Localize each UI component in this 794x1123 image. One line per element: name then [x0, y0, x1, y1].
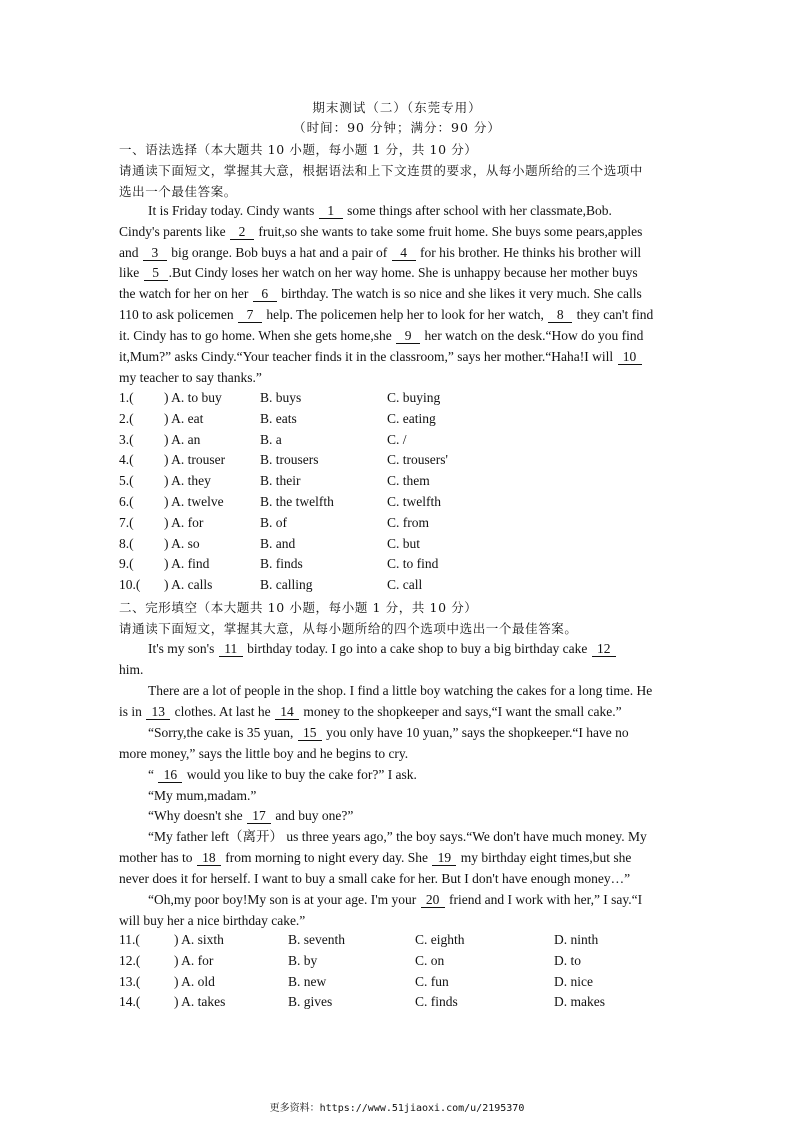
option-d: D. ninth — [554, 932, 599, 947]
option-a: ) A. takes — [174, 994, 226, 1010]
blank-14: 14 — [275, 705, 299, 720]
blank-13: 13 — [146, 705, 170, 720]
section2-instruction: 请通读下面短文，掌握其大意，从每小题所给的四个选项中选出一个最佳答案。 — [119, 621, 578, 636]
passage-line: will buy her a nice birthday cake.” — [119, 913, 306, 928]
passage-line: like 5 .But Cindy loses her watch on her way home. She is unhappy because her mother buys — [119, 265, 638, 280]
blank-11: 11 — [219, 642, 243, 657]
option-c: C. fun — [415, 973, 449, 989]
passage-line: “Sorry,the cake is 35 yuan, 15 you only have 10 yuan,” says the shopkeeper.“I have no — [148, 725, 629, 740]
option-b: B. their — [260, 473, 301, 489]
option-c: C. / — [387, 431, 407, 447]
option-a: ) A. trouser — [164, 452, 226, 468]
passage-line: it,Mum?” asks Cindy.“Your teacher finds it in the classroom,” says her mother.“Haha!I will 10 — [119, 348, 643, 366]
passage-line: it. Cindy has to go home. When she gets home,she 9 her watch on the desk.“How do you find — [119, 328, 644, 343]
blank-2: 2 — [230, 225, 254, 240]
option-b: B. new — [288, 973, 327, 989]
question-number[interactable]: 2.( — [119, 410, 134, 426]
option-b: B. eats — [260, 410, 297, 426]
blank-15: 15 — [298, 726, 322, 741]
option-c: C. finds — [415, 994, 458, 1010]
option-a: ) A. so — [164, 535, 200, 551]
option-b: B. seventh — [288, 932, 345, 947]
blank-9: 9 — [396, 329, 420, 344]
option-b: B. calling — [260, 577, 313, 593]
option-d: D. nice — [554, 973, 593, 989]
page-title: 期末测试（二）（东莞专用） — [312, 100, 482, 115]
option-b: B. trousers — [260, 452, 319, 468]
option-a: ) A. twelve — [164, 494, 224, 509]
option-a: ) A. for — [164, 514, 204, 530]
blank-17: 17 — [247, 809, 271, 824]
question-number[interactable]: 9.( — [119, 556, 134, 572]
passage-line: “Why doesn't she 17 and buy one?” — [148, 808, 354, 823]
question-number[interactable]: 3.( — [119, 431, 134, 447]
option-b: B. of — [260, 514, 287, 530]
question-number[interactable]: 14.( — [119, 994, 141, 1010]
question-number[interactable]: 1.( — [119, 390, 134, 405]
option-a: ) A. calls — [164, 577, 213, 593]
passage-line: my teacher to say thanks.” — [119, 370, 262, 385]
passage-line: the watch for her on her 6 birthday. The watch is so nice and she likes it very much. She calls — [119, 286, 642, 301]
section1-instruction: 请通读下面短文，掌握其大意，根据语法和上下文连贯的要求，从每小题所给的三个选项中 — [119, 163, 644, 178]
blank-1: 1 — [319, 204, 343, 219]
blank-3: 3 — [143, 246, 167, 261]
question-number[interactable]: 11.( — [119, 932, 140, 947]
option-b: B. finds — [260, 556, 303, 572]
question-number[interactable]: 5.( — [119, 473, 134, 489]
question-number[interactable]: 7.( — [119, 514, 134, 530]
question-number[interactable]: 8.( — [119, 535, 134, 551]
blank-6: 6 — [253, 287, 277, 302]
option-a: ) A. old — [174, 973, 215, 989]
option-c: C. trousers' — [387, 452, 448, 468]
question-number[interactable]: 13.( — [119, 973, 141, 989]
blank-4: 4 — [392, 246, 416, 261]
passage-line: Cindy's parents like 2 fruit,so she wants to take some fruit home. She buys some pears,apples — [119, 224, 643, 239]
section1-instruction: 选出一个最佳答案。 — [119, 184, 237, 199]
footer-link[interactable]: 更多资料：https://www.51jiaoxi.com/u/2195370 — [269, 1103, 525, 1114]
blank-16: 16 — [158, 768, 182, 783]
option-a: ) A. eat — [164, 410, 204, 426]
blank-7: 7 — [238, 308, 262, 323]
blank-12: 12 — [592, 642, 616, 657]
option-c: C. buying — [387, 390, 441, 405]
passage-line: more money,” says the little boy and he begins to cry. — [119, 746, 409, 761]
passage-line: is in 13 clothes. At last he 14 money to the shopkeeper and says,“I want the small cake.” — [119, 704, 622, 719]
section1-heading: 一、语法选择（本大题共 10 小题，每小题 1 分，共 10 分） — [119, 142, 478, 157]
option-c: C. but — [387, 535, 421, 551]
option-c: C. twelfth — [387, 494, 441, 509]
passage-line: It is Friday today. Cindy wants 1 some things after school with her classmate,Bob. — [148, 203, 612, 218]
option-c: C. eating — [387, 410, 436, 426]
option-a: ) A. an — [164, 431, 201, 447]
passage-line: “My father left（离开） us three years ago,” the boy says.“We don't have much money. My — [148, 829, 647, 844]
option-d: D. makes — [554, 994, 605, 1010]
option-c: C. call — [387, 577, 423, 593]
question-number[interactable]: 12.( — [119, 952, 141, 968]
option-b: B. the twelfth — [260, 494, 334, 509]
option-b: B. by — [288, 952, 318, 968]
option-c: C. to find — [387, 556, 439, 572]
passage-line: “Oh,my poor boy!My son is at your age. I'm your 20 friend and I work with her,” I say.“I — [148, 892, 643, 907]
question-number[interactable]: 6.( — [119, 494, 134, 509]
option-c: C. eighth — [415, 932, 465, 947]
option-b: B. and — [260, 535, 296, 551]
passage-line: never does it for herself. I want to buy a small cake for her. But I don't have enough money…” — [119, 871, 631, 886]
option-a: ) A. to buy — [164, 390, 222, 405]
blank-10: 10 — [618, 350, 642, 365]
blank-19: 19 — [432, 851, 456, 866]
passage-line: “ 16 would you like to buy the cake for?” I ask. — [148, 767, 417, 782]
blank-18: 18 — [197, 851, 221, 866]
passage-line: mother has to 18 from morning to night every day. She 19 my birthday eight times,but she — [119, 850, 632, 865]
blank-8: 8 — [548, 308, 572, 323]
option-b: B. buys — [260, 390, 302, 405]
option-c: C. them — [387, 473, 430, 489]
blank-5: 5 — [144, 266, 168, 281]
option-b: B. a — [260, 431, 282, 447]
option-b: B. gives — [288, 994, 333, 1010]
option-c: C. from — [387, 514, 429, 530]
passage-line: him. — [119, 662, 144, 677]
question-number[interactable]: 10.( — [119, 577, 141, 593]
blank-20: 20 — [421, 893, 445, 908]
passage-line: There are a lot of people in the shop. I find a little boy watching the cakes for a long time. He — [148, 683, 653, 698]
passage-line: It's my son's 11 birthday today. I go into a cake shop to buy a big birthday cake 12 — [148, 640, 617, 658]
passage-line: 110 to ask policemen 7 help. The policemen help her to look for her watch, 8 they can't find — [119, 307, 654, 322]
option-c: C. on — [415, 952, 445, 968]
passage-line: “My mum,madam.” — [148, 788, 257, 803]
question-number[interactable]: 4.( — [119, 452, 134, 468]
page-subtitle: （时间：90 分钟；满分：90 分） — [293, 120, 501, 135]
section2-heading: 二、完形填空（本大题共 10 小题，每小题 1 分，共 10 分） — [119, 600, 478, 615]
option-a: ) A. for — [174, 952, 214, 968]
option-a: ) A. sixth — [174, 932, 224, 947]
option-a: ) A. find — [164, 556, 210, 572]
passage-line: and 3 big orange. Bob buys a hat and a pair of 4 for his brother. He thinks his brother will — [119, 245, 642, 260]
option-a: ) A. they — [164, 473, 211, 489]
option-d: D. to — [554, 952, 581, 968]
